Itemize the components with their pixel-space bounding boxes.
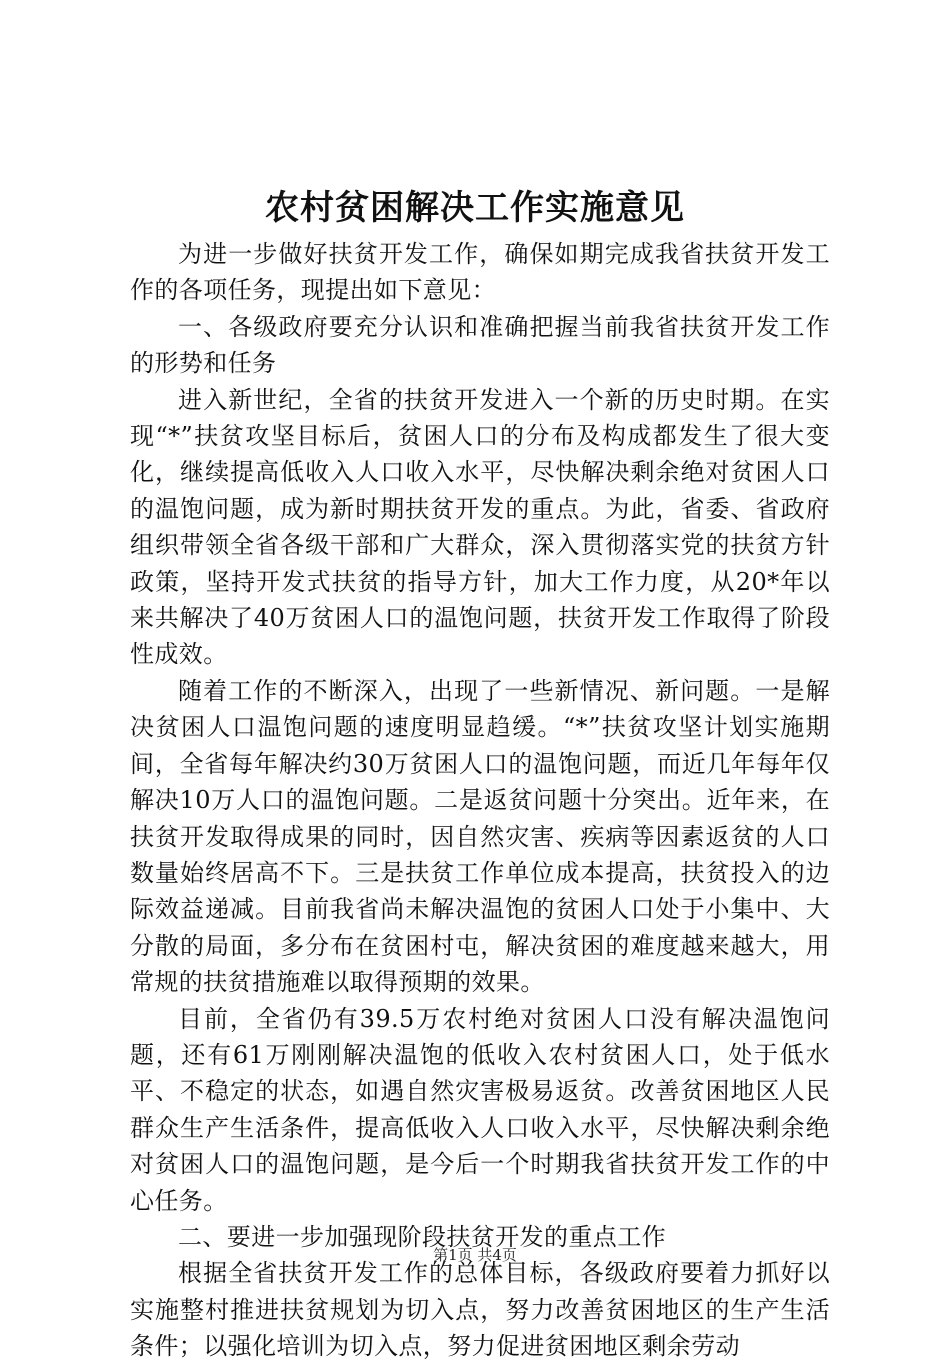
body-paragraph: 随着工作的不断深入，出现了一些新情况、新问题。一是解决贫困人口温饱问题的速度明显趋缓。“*”扶贫攻坚计划实施期间，全省每年解决约30万贫困人口的温饱问题，而近几年每年仅解决10万人口的温饱问题。二是返贫问题十分突出。近年来，在扶贫开发取得成果的同时，因自然灾害、疾病等因素返贫的人口数量始终居高不下。三是扶贫工作单位成本提高，扶贫投入的边际效益递减。目前我省尚未解决温饱的贫困人口处于小集中、大分散的局面，多分布在贫困村屯，解决贫困的难度越来越大，用常规的扶贫措施难以取得预期的效果。 (130, 676, 830, 997)
page-footer: 第1页 共4页 (433, 1246, 517, 1264)
document-title: 农村贫困解决工作实施意见 (265, 188, 685, 228)
body-paragraph: 目前，全省仍有39.5万农村绝对贫困人口没有解决温饱问题，还有61万刚刚解决温饱的低收入农村贫困人口，处于低水平、不稳定的状态，如遇自然灾害极易返贫。改善贫困地区人民群众生产生活条件，提高低收入人口收入水平，尽快解决剩余绝对贫困人口的温饱问题，是今后一个时期我省扶贫开发工作的中心任务。 (130, 1004, 830, 1215)
section-heading-2: 二、要进一步加强现阶段扶贫开发的重点工作 (178, 1222, 666, 1251)
section-heading-1: 一、各级政府要充分认识和准确把握当前我省扶贫开发工作的形势和任务 (130, 312, 830, 378)
intro-paragraph: 为进一步做好扶贫开发工作，确保如期完成我省扶贫开发工作的各项任务，现提出如下意见： (130, 240, 830, 305)
document-body (130, 236, 830, 1365)
body-paragraph: 根据全省扶贫开发工作的总体目标，各级政府要着力抓好以实施整村推进扶贫规划为切入点，努力改善贫困地区的生产生活条件；以强化培训为切入点，努力促进贫困地区剩余劳动 (130, 1259, 830, 1361)
body-paragraph: 进入新世纪，全省的扶贫开发进入一个新的历史时期。在实现“*”扶贫攻坚目标后，贫困人口的分布及构成都发生了很大变化，继续提高低收入人口收入水平，尽快解决剩余绝对贫困人口的温饱问题，成为新时期扶贫开发的重点。为此，省委、省政府组织带领全省各级干部和广大群众，深入贯彻落实党的扶贫方针政策，坚持开发式扶贫的指导方针，加大工作力度，从20*年以来共解决了40万贫困人口的温饱问题，扶贫开发工作取得了阶段性成效。 (130, 385, 830, 669)
